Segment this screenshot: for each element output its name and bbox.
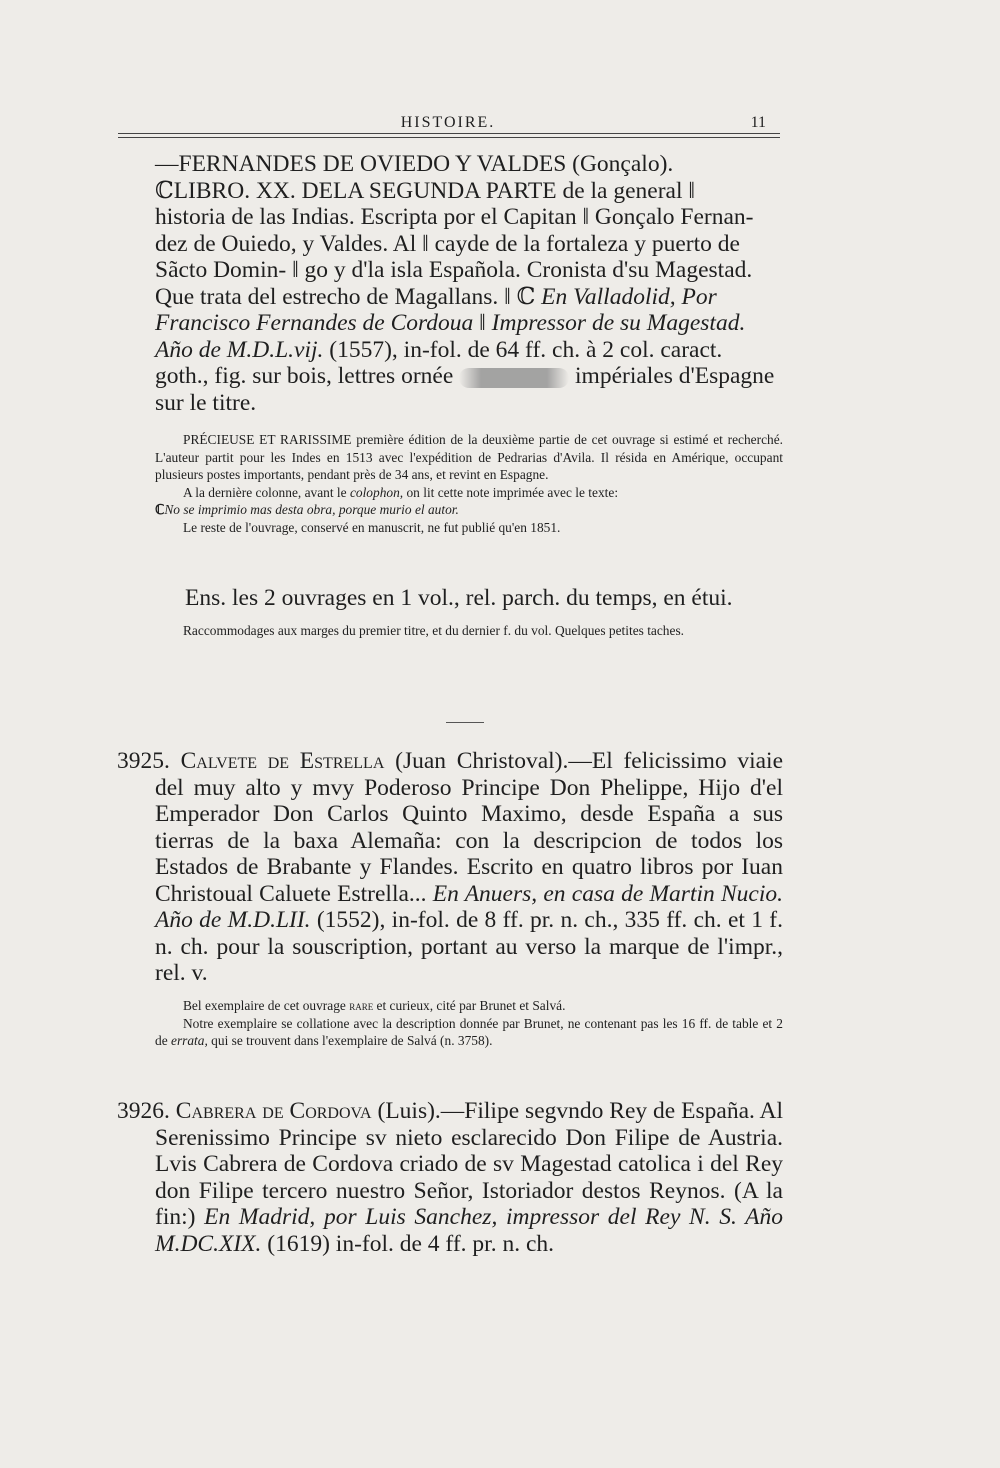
title-line: dez de Ouiedo, y Valdes. Al ‖ cayde de la fortaleza y puerto de (155, 230, 740, 257)
title-text: Que trata del estrecho de Magallans. ‖ ℂ (155, 283, 536, 310)
entry-body (117, 1098, 783, 1257)
imprint-text: En Valladolid, Por (541, 283, 717, 310)
entry-text: (Luis).—Filipe segvndo Rey de España. Al Serenissimo Principe sv nieto esclarecido Don Filipe de Austria. Lvis Cabrera de Cordova criado de sv Magestad catolica i del Rey don Filipe tercero nuestro Señor, Istoriador destos Reynos. (A la fin:) (155, 1098, 783, 1230)
note-paragraph (155, 997, 783, 1015)
header-rule-top (118, 133, 780, 134)
note-text: Notre exemplaire se collatione avec la description donnée par Brunet, ne contenant pas les 16 ff. de table et 2 de (155, 1015, 783, 1049)
collation-text: goth., fig. sur bois, lettres ornée (155, 363, 454, 389)
collation-line (155, 363, 783, 390)
title-line: Sãcto Domin- ‖ go y d'la isla Española. Cronista d'su Magestad. (155, 257, 753, 283)
note-paragraph: Raccommodages aux marges du premier titre, et du dernier f. du vol. Quelques petites taches. (183, 623, 684, 638)
ensemble-note (155, 622, 783, 640)
entry-heading: —FERNANDES DE OVIEDO Y VALDES (Gonçalo). (155, 151, 674, 177)
pilcrow-mark: ℂ (155, 502, 165, 518)
note-paragraph: Le reste de l'ouvrage, conservé en manuscrit, ne fut publié qu'en 1851. (183, 519, 561, 535)
imprint-text: En Anuers, en casa de Martin Nucio. Año de M.D.LII. (155, 880, 784, 933)
section-separator (446, 722, 484, 723)
collation-text: impériales d'Espagne (575, 363, 775, 389)
lot-number: 3926. (117, 1098, 170, 1124)
collation-line: sur le titre. (155, 389, 257, 416)
imprint-line: Francisco Fernandes de Cordoua ‖ Impressor de su Magestad. (155, 310, 746, 336)
note-quote: No se imprimio mas desta obra, porque murio el autor. (164, 502, 459, 518)
note-text-italic: errata, (171, 1033, 208, 1049)
note-text-italic: colophon, (349, 484, 404, 500)
note-text: qui se trouvent dans l'exemplaire de Salvá (n. 3758). (207, 1033, 493, 1049)
author-name: Calvete de Estrella (180, 748, 385, 774)
lot-number: 3925. (117, 748, 170, 774)
note-text: A la dernière colonne, avant le (183, 484, 350, 500)
entry-text: (1619) in-fol. de 4 ff. pr. n. ch. (261, 1230, 554, 1257)
title-line (155, 284, 783, 311)
page-number: 11 (750, 114, 766, 131)
entry-text: (Juan Christoval).—El felicissimo viaie del muy alto y mvy Poderoso Principe Don Phelippe, Hijo d'el Emperador Don Carlos Quinto Maximo, desde España a sus tierras de la baxa Alemaña: con la descripcion de todos los Estados de Brabante y Flandes. Escrito en quatro libros por Iuan Christoual Caluete Estrella... (155, 748, 784, 907)
ensemble-line: Ens. les 2 ouvrages en 1 vol., rel. parch. du temps, en étui. (185, 585, 733, 611)
note-paragraph: PRÉCIEUSE ET RARISSIME première édition de la deuxième partie de cet ouvrage si estimé et recherché. L'auteur partit pour les Indes en 1513 avec l'expédition de Pedrarias d'Avila. Il résida en Amérique, occupant plusieurs postes importants, pendant près de 34 ans, et revint en Espagne. (155, 432, 783, 483)
author-name: Cabrera de Cordova (175, 1098, 372, 1124)
entry-text: (1552), in-fol. de 8 ff. pr. n. ch., 335 ff. ch. et 1 f. n. ch. pour la souscription, portant au verso la marque de l'impr., rel. v. (155, 907, 783, 986)
note-paragraph (155, 484, 783, 502)
collation-line (155, 337, 783, 364)
note-text: on lit cette note imprimée avec le texte: (403, 484, 619, 500)
ink-smudge (459, 368, 569, 388)
header-rule-bottom (118, 137, 780, 138)
imprint-date: Año de M.D.L.vij. (155, 336, 324, 363)
collation-text: (1557), in-fol. de 64 ff. ch. à 2 col. caract. (323, 336, 723, 363)
imprint-text: En Madrid, por Luis Sanchez, impressor del Rey N. S. Año M.DC.XIX. (155, 1204, 783, 1257)
note-text: et curieux, cité par Brunet et Salvá. (373, 998, 566, 1013)
note-fernandes (155, 431, 783, 537)
title-line: ℂLIBRO. XX. DELA SEGUNDA PARTE de la general ‖ (155, 177, 695, 204)
note-paragraph (155, 501, 783, 519)
entry-fernandes-de-oviedo (155, 151, 783, 416)
running-title: HISTOIRE. (400, 114, 496, 131)
note-text: Bel exemplaire de cet ouvrage (183, 998, 350, 1013)
entry-3925 (117, 748, 784, 987)
running-head (118, 112, 778, 134)
entry-3926 (117, 1098, 783, 1257)
note-paragraph (155, 1015, 783, 1050)
note-text-rare: rare (349, 998, 374, 1013)
title-line: historia de las Indias. Escripta por el Capitan ‖ Gonçalo Fernan- (155, 204, 754, 230)
note-3925 (155, 997, 783, 1050)
entry-body (117, 748, 784, 987)
